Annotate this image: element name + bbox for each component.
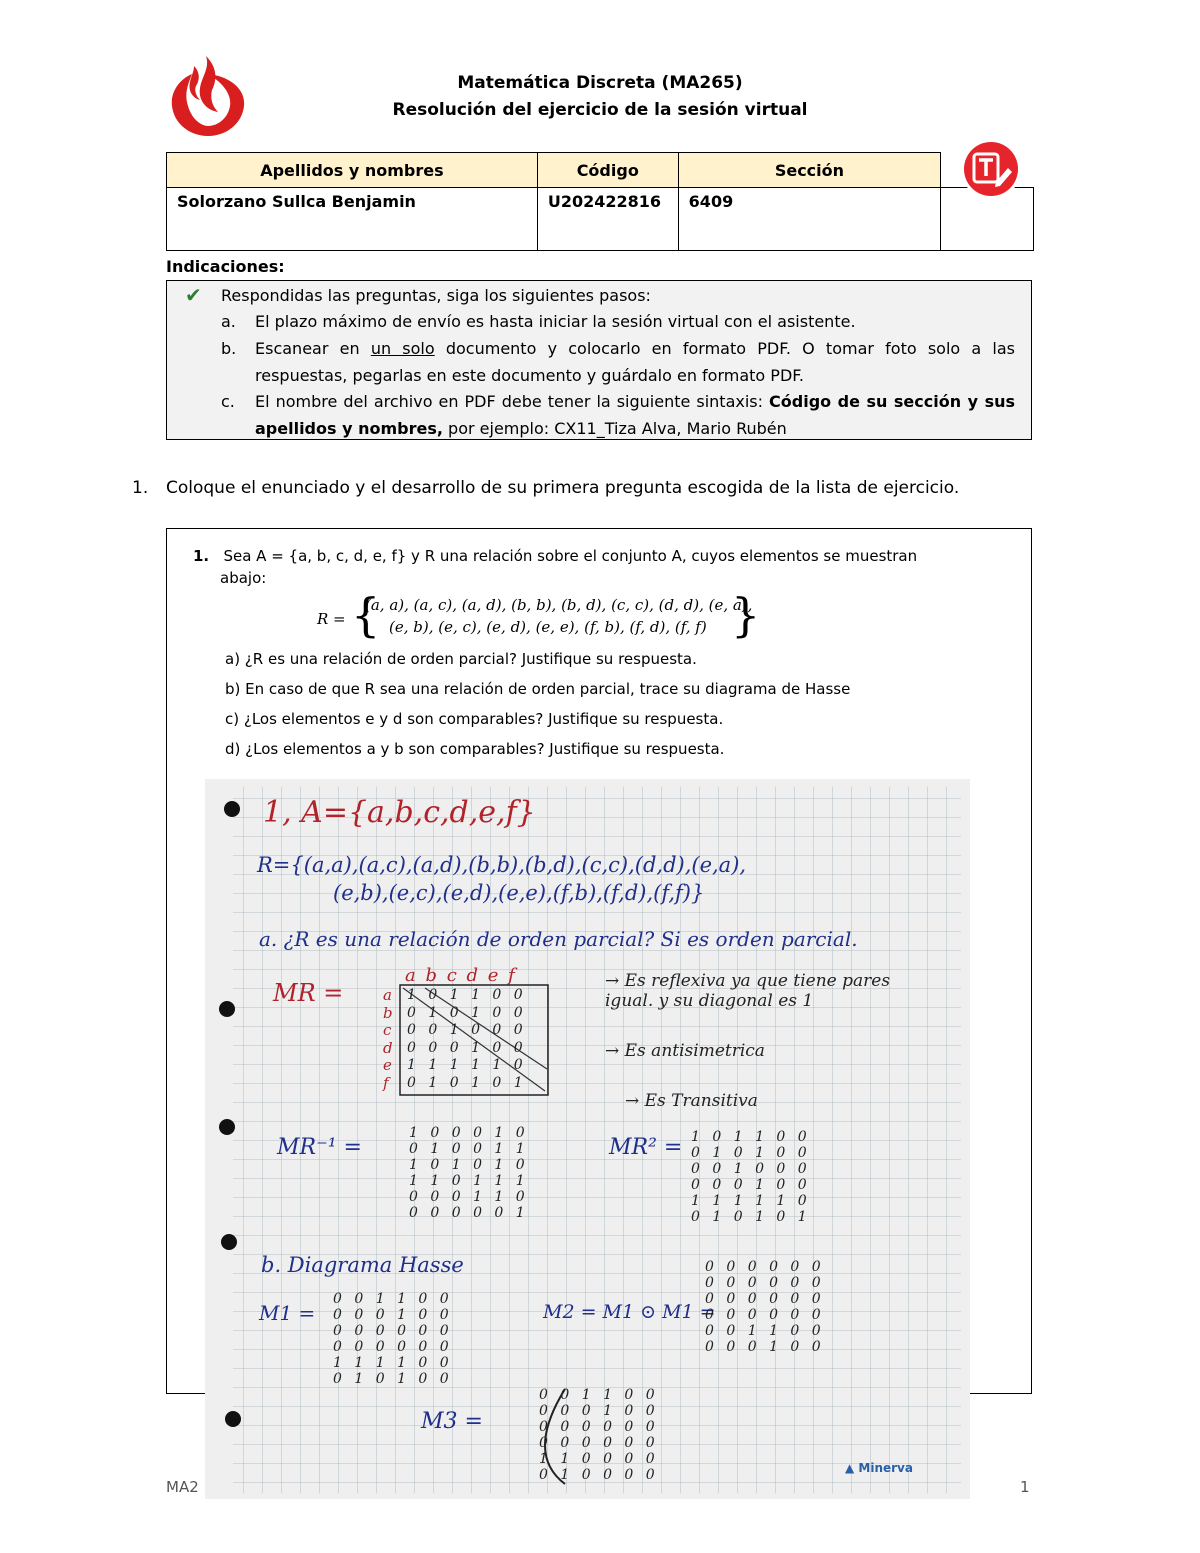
exercise-statement-2: abajo: [220,569,267,587]
instructions-label: Indicaciones: [166,257,285,276]
course-title: Matemática Discreta (MA265) [457,73,743,93]
footer-course-code: MA2 [166,1478,199,1496]
hw-mr-inv-label: MR⁻¹ = [277,1135,362,1160]
header-section: Sección [678,153,941,188]
hw-m1-label: M1 = [259,1301,316,1325]
hw-mr2-label: MR² = [609,1135,683,1160]
exercise-part-c: c) ¿Los elementos e y d son comparables? Justifique su respuesta. [225,710,724,728]
exercise-part-b: b) En caso de que R sea una relación de orden parcial, trace su diagrama de Hasse [225,680,851,698]
hw-line-3: (e,b),(e,c),(e,d),(e,e),(f,b),(f,d),(f,f)} [333,881,705,905]
hw-mr-label: MR = [273,979,344,1007]
student-info-table [166,152,1034,251]
instructions-box: ✔ Respondidas las preguntas, siga los siguientes pasos: a. El plazo máximo de envío es hasta iniciar la sesión virtual con el asistente. b. Escanear en un solo documento y colocarlo en formato PDF. O tomar foto solo a las respuestas, pegarlas en este documento y guárdalo en formato PDF. c. El nombre del archivo en PDF debe tener la siguiente sintaxis: Código de su sección y sus apellidos y nombres, por ejemplo: CX11_Tiza Alva, Mario Rubén [166,280,1032,440]
hw-line-2: R={(a,a),(a,c),(a,d),(b,b),(b,d),(c,c),(d,d),(e,a), [257,853,747,877]
hw-mr-matrix: 1 0 1 1 0 0 0 1 0 1 0 0 0 0 1 0 0 0 0 0 0 1 0 0 1 1 1 1 1 0 0 1 0 1 0 1 [407,987,527,1091]
hw-note-antisymmetric: → Es antisimetrica [605,1041,765,1061]
student-name: Solorzano Sullca Benjamin [167,188,538,251]
page-number: 1 [1020,1478,1030,1496]
handwritten-solution-photo [205,779,970,1499]
hw-mr2-matrix: 1 0 1 1 0 0 0 1 0 1 0 0 0 0 1 0 0 0 0 0 0 1 0 0 1 1 1 1 1 0 0 1 0 1 0 1 [691,1129,811,1225]
document-subtitle: Resolución del ejercicio de la sesión virtual [392,100,808,120]
hw-mr-inv-matrix: 1 0 0 0 1 0 0 1 0 0 1 1 1 0 1 0 1 0 1 1 0 1 1 1 0 0 0 1 1 0 0 0 0 0 0 1 [409,1125,529,1221]
hw-m1-matrix: 0 0 1 1 0 0 0 0 0 1 0 0 0 0 0 0 0 0 0 0 0 0 0 0 1 1 1 1 0 0 0 1 0 1 0 0 [333,1291,453,1387]
hw-line-1: 1, A={a,b,c,d,e,f} [263,795,536,830]
hw-m3-matrix: 0 0 1 1 0 0 0 0 0 1 0 0 0 0 0 0 0 0 0 0 0 0 0 0 1 1 0 0 0 0 0 1 0 0 0 0 [539,1387,659,1483]
exercise-part-a: a) ¿R es una relación de orden parcial? Justifique su respuesta. [225,650,697,668]
hw-part-a: a. ¿R es una relación de orden parcial? Si es orden parcial. [259,927,858,951]
student-code: U202422816 [537,188,678,251]
hw-note-reflexive: → Es reflexiva ya que tiene pares igual. y su diagonal es 1 [605,971,891,1011]
minerva-brand: ▲ Minerva [845,1461,913,1475]
hw-note-transitive: → Es Transitiva [625,1091,758,1111]
exercise-part-d: d) ¿Los elementos a y b son comparables? Justifique su respuesta. [225,740,725,758]
upc-logo [166,54,250,138]
student-section: 6409 [678,188,941,251]
answer-box: 1. Sea A = {a, b, c, d, e, f} y R una relación sobre el conjunto A, cuyos elementos se muestran abajo: R = { (a, a), (a, c), (a, d), (b, b), (b, d), (c, c), (d, d), (e, a), (e, b), (e, c), (e, d), (e, e), (f, b), (f, d), (f, f) } a) ¿R es una relación de orden parcial? Justifique su respuesta. b) En caso de que R sea una relación de orden parcial, trace su diagrama de Hasse c) ¿Los elementos e y d son comparables? Justifique su respuesta. d) ¿Los elementos a y b son comparables? Justifique su respuesta. [166,528,1032,1394]
hw-col-heads: a b c d e f [405,965,517,986]
hw-m3-label: M3 = [421,1409,483,1434]
check-icon: ✔ [185,283,202,307]
header-code: Código [537,153,678,188]
header-names: Apellidos y nombres [167,153,538,188]
hw-row-heads: a b c d e f [383,986,393,1092]
hw-m2-matrix: 0 0 0 0 0 0 0 0 0 0 0 0 0 0 0 0 0 0 0 0 0 0 0 0 0 0 1 1 0 0 0 0 0 1 0 0 [705,1259,825,1355]
instructions-intro: Respondidas las preguntas, siga los siguientes pasos: [221,286,651,305]
hw-part-b: b. Diagrama Hasse [261,1253,464,1277]
exercise-statement-1: 1. Sea A = {a, b, c, d, e, f} y R una relación sobre el conjunto A, cuyos elementos se muestran [193,547,918,565]
t-edit-icon [960,138,1022,200]
question-1-prompt: 1. Coloque el enunciado y el desarrollo de su primera pregunta escogida de la lista de ejercicio. [132,478,960,498]
hw-m2-label: M2 = M1 ⊙ M1 = [543,1301,716,1323]
